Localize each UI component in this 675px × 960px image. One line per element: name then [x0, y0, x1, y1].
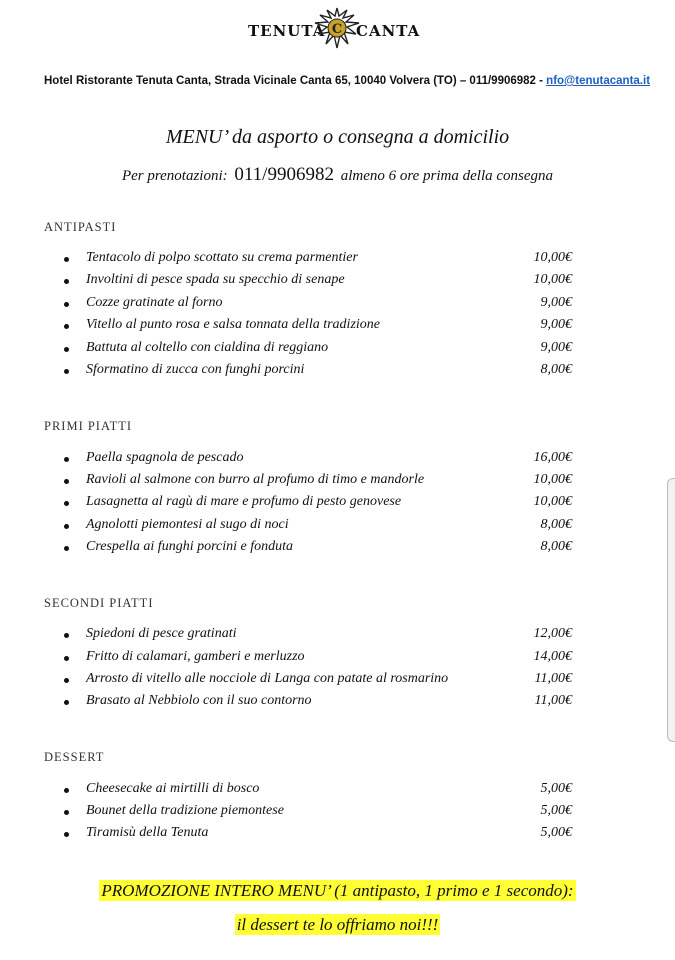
promo-text-1: PROMOZIONE INTERO MENU’ (1 antipasto, 1 primo e 1 secondo):: [101, 881, 574, 900]
menu-item: [62, 472, 582, 492]
item-price: 11,00€: [534, 693, 572, 708]
item-name: Spiedoni di pesce gratinati: [86, 626, 237, 641]
menu-item: [62, 517, 582, 537]
booking-prefix: Per prenotazioni:: [121, 168, 228, 184]
bullet-icon: [64, 501, 69, 506]
menu-item: [62, 825, 582, 845]
item-price: 10,00€: [533, 250, 572, 265]
bullet-icon: [64, 832, 69, 837]
bullet-icon: [64, 656, 69, 661]
item-price: 10,00€: [533, 272, 572, 287]
menu-item: [62, 539, 582, 559]
item-price: 11,00€: [534, 671, 572, 686]
item-price: 5,00€: [540, 803, 572, 818]
item-name: Lasagnetta al ragù di mare e profumo di pesto genovese: [86, 494, 402, 509]
item-price: 8,00€: [540, 517, 572, 532]
scrollbar[interactable]: [667, 478, 675, 742]
bullet-icon: [64, 257, 69, 262]
menu-item: [62, 649, 582, 669]
email-link[interactable]: nfo@tenutacanta.it: [546, 75, 651, 87]
item-price: 16,00€: [533, 450, 572, 465]
item-price: 9,00€: [540, 317, 572, 332]
bullet-icon: [64, 810, 69, 815]
promo-text-2: il dessert te lo offriamo noi!!!: [236, 915, 439, 934]
logo-letter: C: [331, 22, 343, 37]
menu-title: MENU’ da asporto o consegna a domicilio: [165, 126, 510, 148]
item-name: Vitello al punto rosa e salsa tonnata della tradizione: [86, 317, 380, 332]
item-price: 9,00€: [540, 340, 572, 355]
item-price: 5,00€: [540, 825, 572, 840]
item-name: Agnolotti piemontesi al sugo di noci: [86, 517, 289, 532]
bullet-icon: [64, 369, 69, 374]
promo-line-1: [0, 881, 675, 901]
menu-item: [62, 317, 582, 337]
item-price: 10,00€: [533, 494, 572, 509]
item-name: Bounet della tradizione piemontese: [86, 803, 284, 818]
bullet-icon: [64, 347, 69, 352]
item-name: Involtini di pesce spada su specchio di senape: [86, 272, 345, 287]
booking-line: [0, 164, 675, 186]
bullet-icon: [64, 700, 69, 705]
item-name: Cheesecake ai mirtilli di bosco: [86, 781, 260, 796]
bullet-icon: [64, 678, 69, 683]
menu-item: [62, 340, 582, 360]
item-name: Tiramisù della Tenuta: [86, 825, 209, 840]
menu-item: [62, 671, 582, 691]
item-name: Brasato al Nebbiolo con il suo contorno: [86, 693, 312, 708]
menu-item: [62, 362, 582, 382]
bullet-icon: [64, 633, 69, 638]
item-name: Paella spagnola de pescado: [86, 450, 244, 465]
bullet-icon: [64, 524, 69, 529]
item-name: Tentacolo di polpo scottato su crema parmentier: [86, 250, 358, 265]
logo-word-right: CANTA: [356, 22, 421, 40]
section-title-dessert: DESSERT: [44, 750, 105, 764]
item-name: Crespella ai funghi porcini e fonduta: [86, 539, 294, 554]
bullet-icon: [64, 302, 69, 307]
menu-item: [62, 626, 582, 646]
section-title-secondi: SECONDI PIATTI: [44, 596, 154, 610]
item-price: 8,00€: [540, 362, 572, 377]
section-title-antipasti: ANTIPASTI: [44, 220, 117, 234]
item-price: 5,00€: [540, 781, 572, 796]
item-name: Battuta al coltello con cialdina di reggiano: [86, 340, 329, 355]
menu-item: [62, 250, 582, 270]
hotel-info-text: Hotel Ristorante Tenuta Canta, Strada Vicinale Canta 65, 10040 Volvera (TO) – 011/9906982 -: [44, 75, 547, 87]
bullet-icon: [64, 279, 69, 284]
bullet-icon: [64, 546, 69, 551]
item-price: 10,00€: [533, 472, 572, 487]
section-title-primi: PRIMI PIATTI: [44, 419, 133, 433]
menu-item: [62, 494, 582, 514]
booking-phone: 011/9906982: [234, 164, 334, 185]
bullet-icon: [64, 324, 69, 329]
hotel-info-line: [44, 75, 651, 87]
item-price: 9,00€: [540, 295, 572, 310]
promo-line-2: [0, 915, 675, 935]
menu-item: [62, 781, 582, 801]
logo-word-left: TENUTA: [248, 22, 326, 40]
bullet-icon: [64, 788, 69, 793]
item-name: Sformatino di zucca con funghi porcini: [86, 362, 305, 377]
booking-suffix: almeno 6 ore prima della consegna: [340, 168, 554, 184]
item-name: Arrosto di vitello alle nocciole di Langa con patate al rosmarino: [86, 671, 449, 686]
item-price: 8,00€: [540, 539, 572, 554]
item-name: Cozze gratinate al forno: [86, 295, 223, 310]
bullet-icon: [64, 479, 69, 484]
item-name: Ravioli al salmone con burro al profumo di timo e mandorle: [86, 472, 425, 487]
menu-item: [62, 803, 582, 823]
logo: [0, 4, 675, 54]
item-price: 14,00€: [533, 649, 572, 664]
menu-item: [62, 450, 582, 470]
logo-emblem-icon: [312, 6, 362, 50]
menu-item: [62, 295, 582, 315]
menu-item: [62, 272, 582, 292]
menu-item: [62, 693, 582, 713]
bullet-icon: [64, 457, 69, 462]
item-name: Fritto di calamari, gamberi e merluzzo: [86, 649, 305, 664]
item-price: 12,00€: [533, 626, 572, 641]
